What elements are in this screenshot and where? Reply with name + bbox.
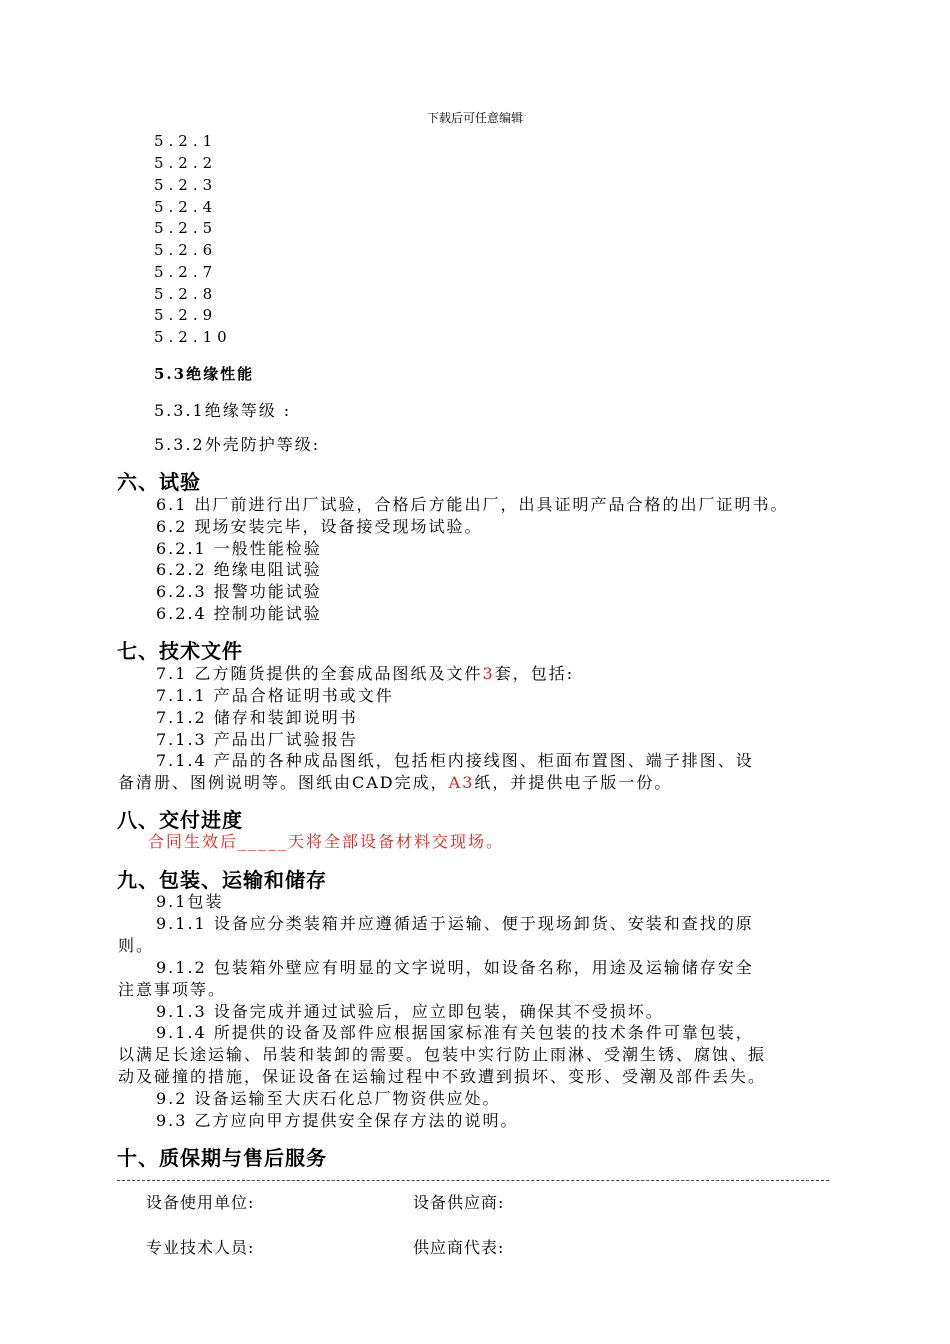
section-9-line: 9.1包装 xyxy=(156,892,224,911)
list-item: 5.2.1 xyxy=(154,132,218,150)
tech-staff-label: 专业技术人员: xyxy=(146,1238,255,1257)
text: 备清册、图例说明等。图纸由CAD完成， xyxy=(118,773,449,792)
section-6-line: 6.2.2 绝缘电阻试验 xyxy=(156,560,322,579)
section-7-line xyxy=(118,770,672,793)
days-blank: _____ xyxy=(238,832,289,851)
section-9-line: 9.1.3 设备完成并通过试验后，应立即包装，确保其不受损坏。 xyxy=(156,1002,664,1021)
insulation-grade-line: 5.3.1绝缘等级 : xyxy=(154,401,292,420)
user-unit-label: 设备使用单位: xyxy=(146,1193,255,1212)
list-item: 5.2.3 xyxy=(154,176,218,194)
list-item: 5.2.5 xyxy=(154,219,218,237)
text: 纸，并提供电子版一份。 xyxy=(474,773,673,792)
text: 天将全部设备材料交现场。 xyxy=(288,832,505,851)
section-9-line: 注意事项等。 xyxy=(118,980,227,999)
section-8-title: 八、交付进度 xyxy=(117,808,243,832)
section-10-title: 十、质保期与售后服务 xyxy=(117,1146,327,1170)
section-9-line: 以满足长途运输、吊装和装卸的需要。包装中实行防止雨淋、受潮生锈、腐蚀、振 xyxy=(118,1045,767,1064)
section-7-title: 七、技术文件 xyxy=(117,639,243,663)
section-6-title: 六、试验 xyxy=(117,470,201,494)
section-6-line: 6.2.1 一般性能检验 xyxy=(156,539,322,558)
page-header: 下载后可任意编辑 xyxy=(426,111,523,125)
paper-size: A3 xyxy=(448,773,475,792)
supplier-label: 设备供应商: xyxy=(413,1193,505,1212)
copies-count: 3 xyxy=(482,664,495,683)
list-item: 5.2.10 xyxy=(154,328,232,346)
section-7-line: 7.1.3 产品出厂试验报告 xyxy=(156,730,358,749)
section-9-line: 9.3 乙方应向甲方提供安全保存方法的说明。 xyxy=(156,1111,519,1130)
section-5-3-title: 5.3绝缘性能 xyxy=(154,365,255,383)
text: 套，包括: xyxy=(494,664,575,683)
list-item: 5.2.4 xyxy=(154,198,218,216)
list-item: 5.2.9 xyxy=(154,306,218,324)
enclosure-protection-line: 5.3.2外壳防护等级: xyxy=(154,435,321,454)
section-9-line: 9.1.2 包装箱外壁应有明显的文字说明，如设备名称，用途及运输储存安全 xyxy=(156,958,754,977)
section-6-line: 6.2.3 报警功能试验 xyxy=(156,582,322,601)
section-9-line: 9.1.4 所提供的设备及部件应根据国家标准有关包装的技术条件可靠包装， xyxy=(156,1023,754,1042)
section-7-line-1 xyxy=(156,661,574,684)
list-item: 5.2.7 xyxy=(154,263,218,281)
section-9-title: 九、包装、运输和储存 xyxy=(117,868,327,892)
list-item: 5.2.6 xyxy=(154,241,218,259)
section-6-line: 6.2 现场安装完毕，设备接受现场试验。 xyxy=(156,517,483,536)
section-6-line: 6.2.4 控制功能试验 xyxy=(156,604,322,623)
section-9-line: 9.1.1 设备应分类装箱并应遵循适于运输、便于现场卸货、安装和查找的原 xyxy=(156,914,754,933)
text: 合同生效后 xyxy=(148,832,239,851)
list-item: 5.2.2 xyxy=(154,154,218,172)
section-6-line: 6.1 出厂前进行出厂试验，合格后方能出厂，出具证明产品合格的出厂证明书。 xyxy=(156,495,789,514)
list-item: 5.2.8 xyxy=(154,285,218,303)
dashed-separator xyxy=(117,1180,829,1181)
supplier-rep-label: 供应商代表: xyxy=(413,1238,505,1257)
section-9-line: 9.2 设备运输至大庆石化总厂物资供应处。 xyxy=(156,1089,501,1108)
text: 7.1 乙方随货提供的全套成品图纸及文件 xyxy=(156,664,483,683)
section-7-line: 7.1.1 产品合格证明书或文件 xyxy=(156,686,394,705)
section-9-line: 则。 xyxy=(118,936,155,955)
section-9-line: 动及碰撞的措施，保证设备在运输过程中不致遭到损坏、变形、受潮及部件丢失。 xyxy=(118,1067,767,1086)
section-7-line: 7.1.4 产品的各种成品图纸，包括柜内接线图、柜面布置图、端子排图、设 xyxy=(156,751,754,770)
section-7-line: 7.1.2 储存和装卸说明书 xyxy=(156,708,358,727)
delivery-line xyxy=(148,829,504,852)
